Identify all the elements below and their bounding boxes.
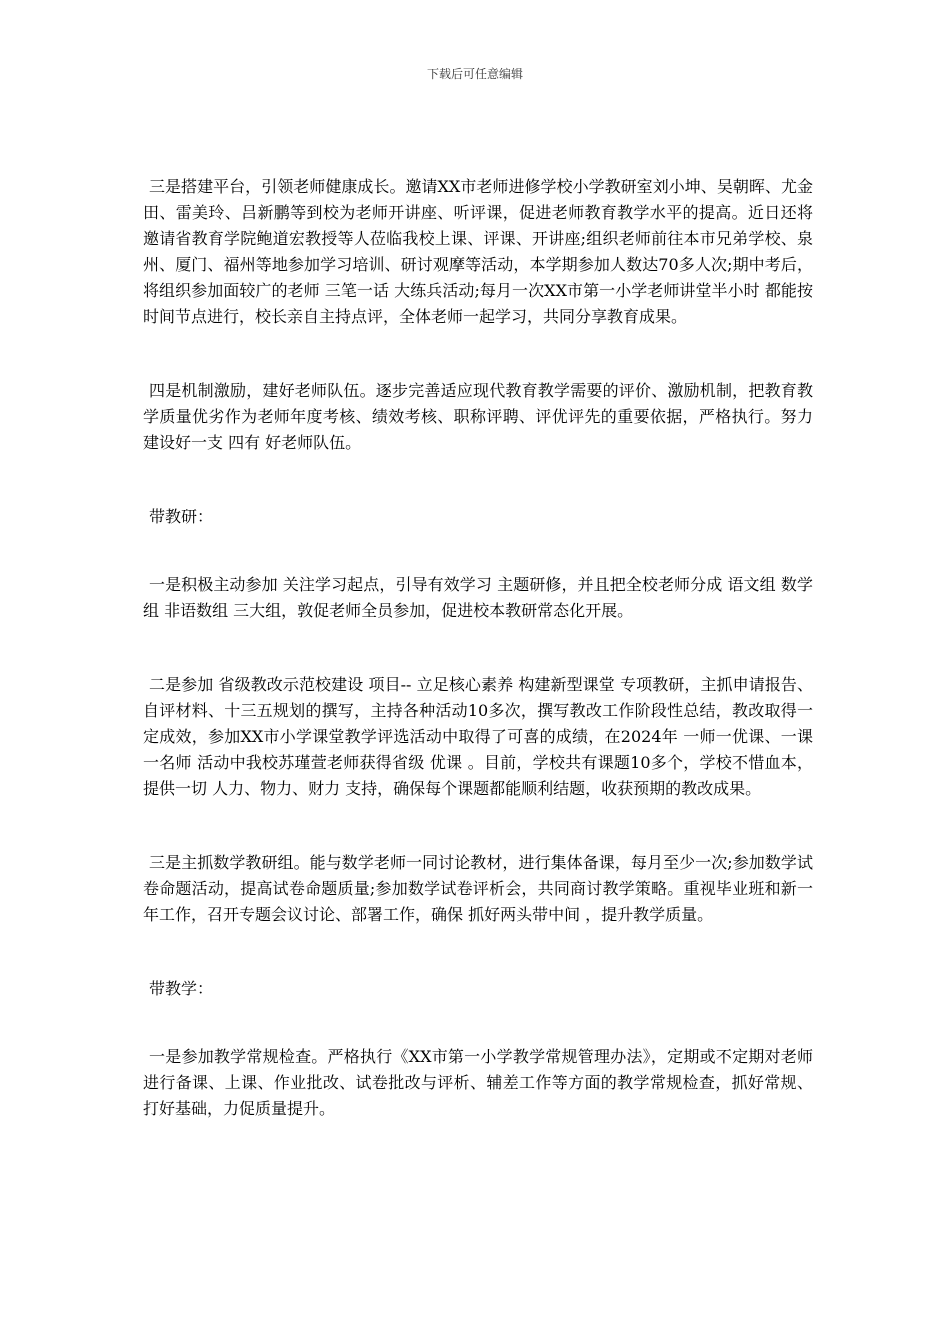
paragraph-platform: 三是搭建平台，引领老师健康成长。邀请XX市老师进修学校小学教研室刘小坤、吴朝晖、尤金田、雷美玲、吕新鹏等到校为老师开讲座、听评课，促进老师教育教学水平的提高。近日还将邀请省教育学院鲍道宏教授等人莅临我校上课、评课、开讲座;组织老师前往本市兄弟学校、泉州、厦门、福州等地参加学习培训、研讨观摩等活动，本学期参加人数达70多人次;期中考后，将组织参加面较广的老师 三笔一话 大练兵活动;每月一次XX市第一小学老师讲堂半小时 都能按时间节点进行，校长亲自主持点评，全体老师一起学习，共同分享教育成果。	[143, 177, 813, 326]
paragraph-teaching-one: 一是参加教学常规检查。严格执行《XX市第一小学教学常规管理办法》，定期或不定期对老师进行备课、上课、作业批改、试卷批改与评析、辅差工作等方面的教学常规检查，抓好常规、打好基础，力促质量提升。	[143, 1047, 813, 1118]
heading-teaching: 带教学：	[149, 979, 214, 998]
paragraph-research-one: 一是积极主动参加 关注学习起点，引导有效学习 主题研修，并且把全校老师分成 语文组 数学组 非语数组 三大组，敦促老师全员参加，促进校本教研常态化开展。	[143, 575, 813, 620]
paragraph-research-two: 二是参加 省级教改示范校建设 项目-- 立足核心素养 构建新型课堂 专项教研，主抓申请报告、自评材料、十三五规划的撰写，主持各种活动10多次，撰写教改工作阶段性总结，教改取得一定成效，参加XX市小学课堂教学评选活动中取得了可喜的成绩，在2024年 一师一优课、一课一名师 活动中我校苏瑾萱老师获得省级 优课 。目前，学校共有课题10多个，学校不惜血本，提供一切 人力、物力、财力 支持，确保每个课题都能顺利结题，收获预期的教改成果。	[143, 675, 813, 798]
heading-teaching-research: 带教研：	[149, 507, 214, 526]
page-header-note: 下载后可任意编辑	[426, 67, 523, 81]
paragraph-incentive: 四是机制激励，建好老师队伍。逐步完善适应现代教育教学需要的评价、激励机制，把教育教学质量优劣作为老师年度考核、绩效考核、职称评聘、评优评先的重要依据，严格执行。努力建设好一支 四有 好老师队伍。	[143, 381, 813, 452]
paragraph-research-three: 三是主抓数学教研组。能与数学老师一同讨论教材，进行集体备课，每月至少一次;参加数学试卷命题活动，提高试卷命题质量;参加数学试卷评析会，共同商讨教学策略。重视毕业班和新一年工作，召开专题会议讨论、部署工作，确保 抓好两头带中间 ，提升教学质量。	[143, 853, 813, 924]
document-body	[143, 174, 813, 1122]
